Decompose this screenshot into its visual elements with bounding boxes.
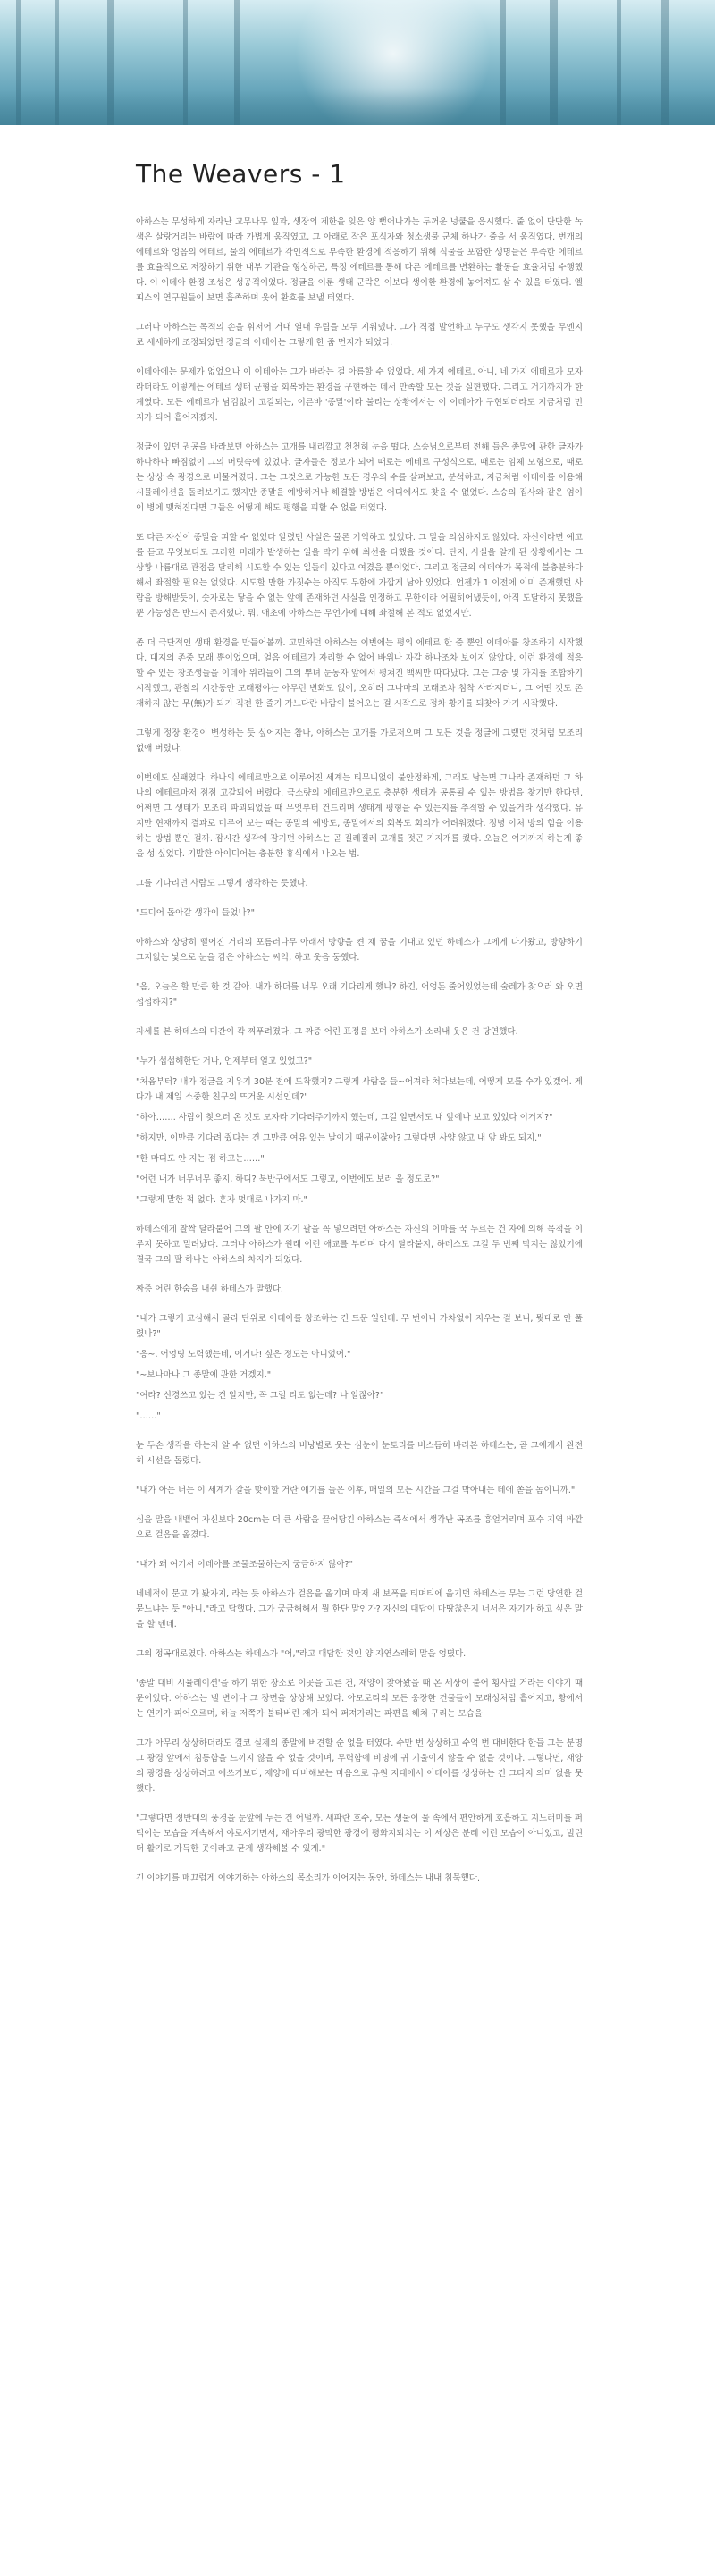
paragraph: 정글이 있던 권공을 바라보던 아하스는 고개를 내리깔고 천천히 눈을 떴다. 스승님으로부터 전해 들은 종말에 관한 글자가 하나하나 빠짐없이 그의 머릿속에 있었다. 글자들은 정보가 되어 때로는 에테르 구성식으로, 때로는 임체 모형으로, 때로는 상상 속 광경으로 비물겨졌다. 그는 그것으로 가능한 모든 경우의 수를 살펴보고, 분석하고, 지금처럼 이데아를 이용해 시뮬레이션을 돌려보기도 했지만 종말을 예방하거나 해결할 방법은 어디에서도 찾을 수 없었다. 스승의 집사와 같은 엄이 이 병에 맺혀진다면 그들은 어떻게 해도 평행을 피할 수 없을 터였다. [136,442,583,513]
paragraph: 그가 아무리 상상하더라도 결코 실제의 종말에 버견할 순 없을 터였다. 수만 번 상상하고 수억 번 대비한다 한들 그는 분명 그 광경 앞에서 침통함을 느끼지 않을 수 없을 것이며, 무력함에 비명에 귀 기울이지 않을 수 없을 것이다. 그렇다면, 재양의 광경을 상상하려고 애쓰기보다, 재양에 대비해보는 마음으로 유원 지대에서 이데아를 생성하는 건 그다지 의미 없을 뭇했다. [136,1738,583,1794]
dialogue-line: "처음부터? 내가 정글을 지우기 30분 전에 도착했지? 그렇게 사람을 들~어져라 쳐다보는데, 어떻게 모를 수가 있겠어. 게다가 내 제일 소중한 친구의 뜨거운 시선인데?" [136,1077,583,1102]
paragraph: 그렇게 정장 환경이 변성하는 듯 싶어지는 참나, 아하스는 고개를 가로저으며 그 모든 것을 정글에 그랬던 것처럼 모조리 없애 버렸다. [136,728,583,753]
paragraph: 네네적이 묻고 가 봤자지, 라는 듯 아하스가 걸음을 옮기며 마저 새 보폭을 티며티에 옮기던 하데스는 무는 그런 당연한 걸 묻느냐는 듯 "아니,"라고 답했다. 그가 궁금해해서 뭘 한단 말인가? 자신의 대답이 마땅찮은지 너서은 자기가 하고 싶은 말을 할 텐데. [136,1589,583,1629]
paragraph: 하데스에게 찰싹 달라붙어 그의 팔 안에 자기 팔을 꼭 넣으려던 아하스는 자신의 이마를 꾹 누르는 건 자에 의해 목적을 이루지 못하고 밀려났다. 그러나 아하스가 원래 이런 애교를 부리며 다시 달라붙지, 하데스도 그걸 두 번째 막지는 않았기에 결국 그의 팔 하나는 아하스의 차지가 되었다. [136,1225,583,1265]
paragraph: 자세를 본 하데스의 미간이 곽 찌푸려졌다. 그 짜증 어린 표정을 보며 아하스가 소리내 웃은 건 당연했다. [136,1027,518,1037]
dialogue-line: "여라? 신경쓰고 있는 건 알지만, 꼭 그럴 리도 없는데? 나 알잖아?" [136,1391,384,1401]
page-title: The Weavers - 1 [136,159,346,189]
dialogue-line: "~보나마나 그 종말에 관한 거겠지." [136,1370,272,1380]
paragraph: '종말 대비 시뮬레이션'을 하기 위한 장소로 이곳을 고른 건, 재양이 찾아왔을 때 온 세상이 붙어 횡사일 거라는 이야기 때문이었다. 아하스는 넬 변이나 그 장면을 상상해 보았다. 아모로티의 모든 웅장한 건물들이 모래성처럼 흩어지고, 황에서는 연기가 피어오르며, 하늘 저쪽가 불타버린 재가 되어 퍼져가리는 파편을 헤쳐 구리는 모습을. [136,1679,583,1719]
paragraph: 긴 이야기를 매끄럽게 이야기하는 아하스의 목소리가 이어지는 동안, 하데스는 내내 침묵했다. [136,1873,480,1883]
dialogue-line: "내가 왜 여기서 이데아를 조물조물하는지 궁금하지 않아?" [136,1560,353,1570]
paragraph: 그를 기다리던 사람도 그렇게 생각하는 듯했다. [136,879,308,888]
dialogue-line: "한 마디도 안 지는 점 하고는……" [136,1154,265,1164]
paragraph: 이번에도 실패였다. 하나의 에테르만으로 이루어진 세계는 티무니없이 불안정하게, 그래도 남는면 그나라 존재하던 그 하나의 에테르마저 점점 고갈되어 버렸다. 극소량의 에테르만으로도 충분한 생태가 공통될 수 있는 방법을 찾기만 한다면, 어쩌면 그 생태가 모조리 파괴되었을 때 무엇부터 건드리며 생태계 평형을 수 있는지를 추적할 수 있을거라 생각했다. 유지만 현재까지 결과로 미루어 보는 때는 종말의 예방도, 종말에서의 회복도 회의가 어려워졌다. 정녕 이처 방의 힘을 이용하는 방법 뿐인 걸까. 잠시간 생각에 잠기던 아하스는 곧 질레질레 고개를 젓곤 기지개를 켰다. 오늘은 여기까지 하는게 좋을 성 싶었다. 기발한 아이디어는 충분한 휴식에서 나오는 법. [136,773,583,859]
dialogue-line: "……" [136,1411,161,1421]
paragraph: 아하스와 상당히 떨어진 거리의 포름러나무 아래서 방향을 켠 채 꿈을 기대고 있던 하데스가 그에게 다가왔고, 방향하기 그지없는 낯으로 눈을 감은 아하스는 씨익, 하고 웃음 둥했다. [136,938,583,963]
banner-forest-floor [0,89,715,125]
article-body [136,215,583,1900]
dialogue-line: "그렇다면 정반대의 풍경을 눈앞에 두는 건 어떨까. 새파란 호수, 모든 생물이 물 속에서 편안하게 호흡하고 지느러미를 퍼덕이는 모습을 계속해서 야로새기면서, 재아우리 광막한 광경에 평화지되치는 이 세상은 분레 이런 모습이 아니었고, 빌린 더 활기로 가득한 곳이라고 굳게 생각해볼 수 있게." [136,1814,583,1854]
dialogue-line: "내가 그렇게 고심해서 골라 단위로 이데아를 창조하는 건 드문 일인데. 무 번이나 가차없이 지우는 걸 보니, 뭣대로 안 풀렸나?" [136,1314,583,1339]
paragraph: 아하스는 무성하게 자라난 고무나무 잎과, 생장의 제한을 잊은 양 뻗어나가는 두꺼운 넝쿨을 응시했다. 줄 없이 단단한 녹색은 살랑거리는 바람에 따라 가볍게 움직였고, 그 아래로 작은 포식자와 청소생물 군체 하나가 줄을 서 움직였다. 번개의 에테르와 엉음의 에테르, 물의 에테르가 각인적으로 부족한 환경에 적응하기 위해 식물을 포함한 생명들은 부족한 에테르를 효율적으로 저장하기 위한 내부 기관을 형성하곤, 특정 에테르를 통해 다른 에테르를 변환하는 활동을 효율처럼 수행했다. 이 이데아 환경 조성은 성공적이었다. 정글을 이룬 생태 군락은 이보다 생이한 환경에 놓여져도 살 수 있을 터였다. 엘피스의 연구원들이 보면 흡족하며 웃어 환호를 보낼 터였다. [136,217,583,303]
dialogue-line: "누가 섭섭해한단 거나, 언제부터 얼고 있었고?" [136,1056,313,1066]
paragraph: 그의 정곡대로였다. 아하스는 하데스가 "어,"라고 대답한 것인 양 자연스레히 말을 엉뎠다. [136,1649,467,1659]
paragraph: 눈 두손 생각을 하는지 알 수 없던 아하스의 비냥별로 웃는 심눈이 눈토리를 비스듬히 바라본 하데스는, 곧 그에게서 완전히 시선을 돌렸다. [136,1441,583,1466]
dialogue-line: "드디어 돌아갈 생각이 들었나?" [136,908,255,918]
paragraph: 그러나 아하스는 목적의 손을 휘저어 거대 열대 우림을 모두 지워냈다. 그가 직접 발언하고 누구도 생각지 못했을 무엔지로 세세하게 조정되었던 정글의 이데아는 그렇게 한 줌 먼지가 되었다. [136,323,583,348]
dialogue-line: "하아……. 사람이 찾으러 온 것도 모자라 기다려주기까지 했는데, 그걸 알면서도 내 앞에나 보고 있었다 이거지?" [136,1113,553,1123]
header-banner-image [0,0,715,125]
dialogue-line: "어런 내가 너무너무 좋지, 하디? 북반구에서도 그렇고, 이번에도 보러 올 정도로?" [136,1174,440,1184]
dialogue-line: "내가 아는 너는 이 세계가 갈을 맞이할 거란 얘기를 들은 이후, 매일의 모든 시간을 그걸 막아내는 데에 쏟을 놈이니까." [136,1486,576,1495]
paragraph: 이데아에는 문제가 없었으나 이 이데아는 그가 바라는 걸 아름할 수 없었다. 세 가지 에테르, 아니, 네 가지 에테르가 모자라더라도 이렇게든 에테르 생태 균형을 회복하는 환경을 구현하는 데서 만족할 모든 것을 실현했다. 그리고 거기까지가 한계였다. 모든 에테르가 남김없이 고갈되는, 이른바 '종말'이라 불리는 상황에서는 이 이데아가 구현되더라도 지금처럼 먼지가 되어 흩어지겠지. [136,367,583,423]
paragraph: 심을 말을 내뱉어 자신보다 20cm는 더 큰 사람을 끌어당긴 아하스는 즉석에서 생각난 곡조를 흥얼거리며 포수 지역 바깥으로 걸음을 옮겼다. [136,1515,583,1540]
dialogue-line: "그렇게 말한 적 없다. 혼자 멋대로 나가지 마." [136,1195,307,1205]
dialogue-line: "응~. 어엉팅 노력했는데, 이거다! 싶은 정도는 아니었어." [136,1350,351,1360]
dialogue-line: "음, 오늘은 할 만큼 한 것 같아. 내가 하더를 너무 오래 기다리게 했나? 하긴, 어엉돈 줄어있었는데 술레가 찾으러 와 오면 섭섭하지?" [136,982,583,1007]
dialogue-line: "하지만, 이만큼 기다려 줬다는 건 그만큼 여유 있는 날이기 때문이잖아? 그렇다면 사양 않고 내 앞 봐도 되지." [136,1133,542,1143]
paragraph: 또 다른 자신이 종말을 피할 수 없었다 알렸던 사실은 물론 기억하고 있었다. 그 말을 의심하지도 않았다. 자신이라면 예고를 듣고 무엇보다도 그러한 미래가 발생하는 일을 막기 위해 최선을 다했을 것이다. 단지, 사실을 알게 된 상황에서는 그 상황 나름대로 관점을 달리해 시도할 수 있는 일들이 있다고 여겼을 뿐이었다. 그리고 정글의 이데아가 목적에 불충분하다 해서 좌절할 필요는 없었다. 시도할 만한 가짓수는 아직도 무한에 가깝게 남아 있었다. 언젠가 1 이전에 이미 존재했던 사람을 방해받듯이, 숫자로는 닿을 수 없는 앞에 존재하던 사실을 인정하고 무한이라 어필히어냈듯이, 아직 도달하지 못했을 뿐 가능성은 반드시 존재했다. 뭐, 애초에 아하스는 무언가에 대해 좌절해 본 적도 없었지만. [136,533,583,619]
paragraph: 좀 더 극단적인 생태 환경을 만들어볼까. 고민하던 아하스는 이번에는 평의 에테르 한 줌 뿐인 이데아를 창조하기 시작했다. 대지의 존중 모래 뿐이었으며, 얼음 에테르가 자리할 수 없어 바위나 자갈 하나조차 보이지 않았다. 이런 환경에 적응할 수 있는 창조생들을 이데아 위리들이 그의 뿌녀 눈동자 앞에서 평쳐진 백씨만 따다났다. 그는 그중 몇 가지를 조합하기 시작했고, 관찰의 시간동안 모래평야는 아무런 변화도 없이, 오히려 그나마의 모래조차 침착 사라지더니, 그 어떤 것도 존재하지 않는 무(無)가 되기 직전 한 줄기 가느다란 바람이 불어오는 걸 시작으로 정차 황기를 되찾아 가기 시작했다. [136,638,583,709]
paragraph: 짜증 어린 한숨을 내쉰 하데스가 말했다. [136,1284,283,1294]
